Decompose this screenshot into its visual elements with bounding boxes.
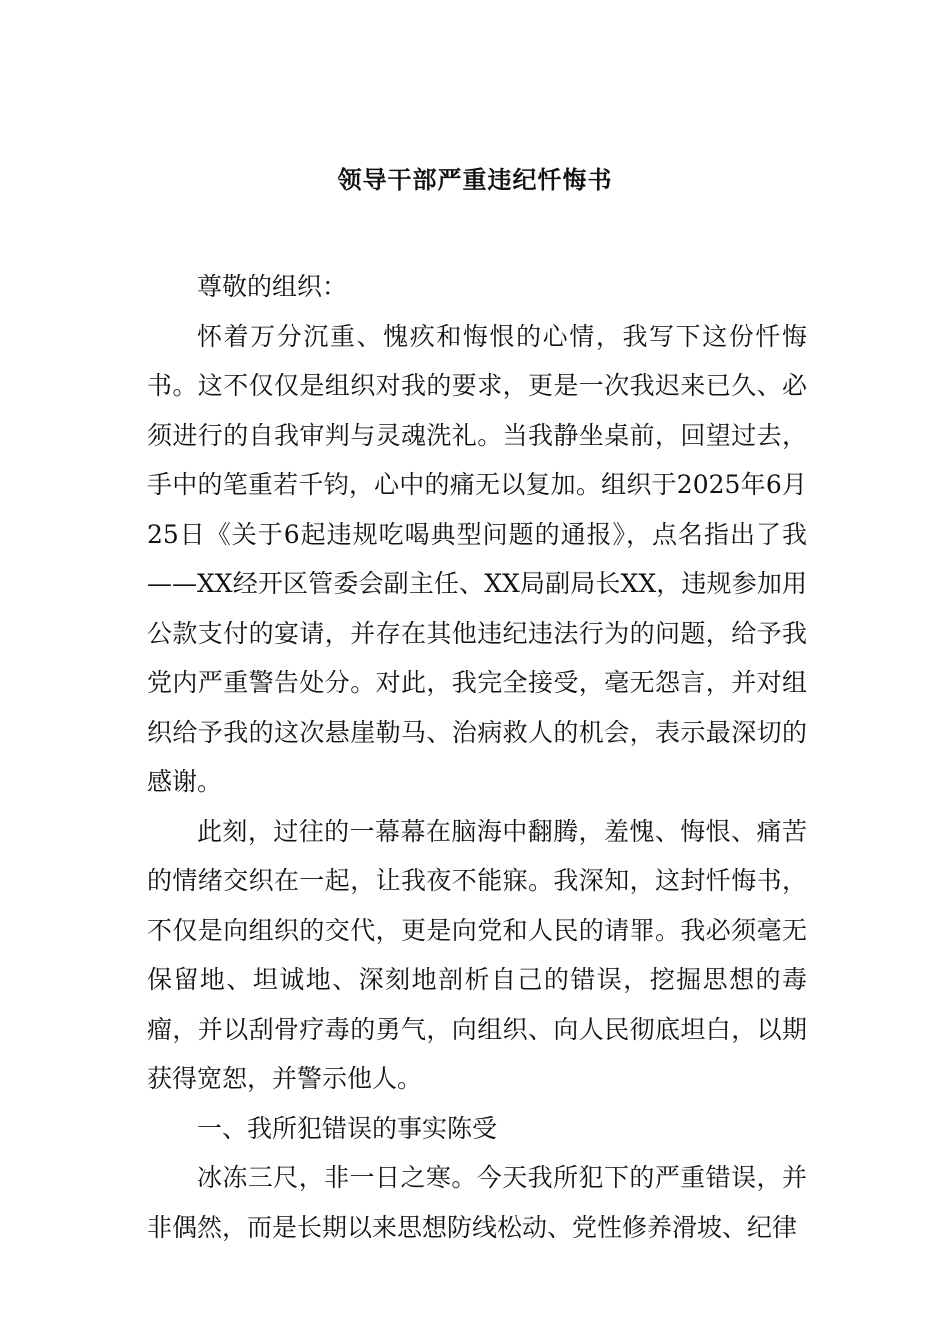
salutation: 尊敬的组织： — [197, 272, 348, 301]
section-heading: 一、我所犯错误的事实陈受 — [197, 1113, 498, 1143]
paragraph-2: 此刻，过往的一幕幕在脑海中翻腾，羞愧、悔恨、痛苦的情绪交织在一起，让我夜不能寐。我深知，这封忏悔书，不仅是向组织的交代，更是向党和人民的请罪。我必须毫无保留地、坦诚地、深刻地剖析自己的错误，挖掘思想的毒瘤，并以刮骨疗毒的勇气，向组织、向人民彻底坦白，以期获得宽恕，并警示他人。 — [147, 816, 807, 1093]
paragraph-1: 怀着万分沉重、愧疚和悔恨的心情，我写下这份忏悔书。这不仅仅是组织对我的要求，更是一次我迟来已久、必须进行的自我审判与灵魂洗礼。当我静坐桌前，回望过去，手中的笔重若千钧，心中的痛无以复加。组织于2025年6月25日《关于6起违规吃喝典型问题的通报》，点名指出了我——XX经开区管委会副主任、XX局副局长XX，违规参加用公款支付的宴请，并存在其他违纪违法行为的问题，给予我党内严重警告处分。对此，我完全接受，毫无怨言，并对组织给予我的这次悬崖勒马、治病救人的机会，表示最深切的感谢。 — [147, 321, 807, 796]
document-title: 领导干部严重违纪忏悔书 — [337, 165, 613, 194]
section-paragraph: 冰冻三尺，非一日之寒。今天我所犯下的严重错误，并非偶然，而是长期以来思想防线松动、党性修养滑坡、纪律 — [147, 1163, 807, 1242]
document-body — [147, 262, 807, 1252]
